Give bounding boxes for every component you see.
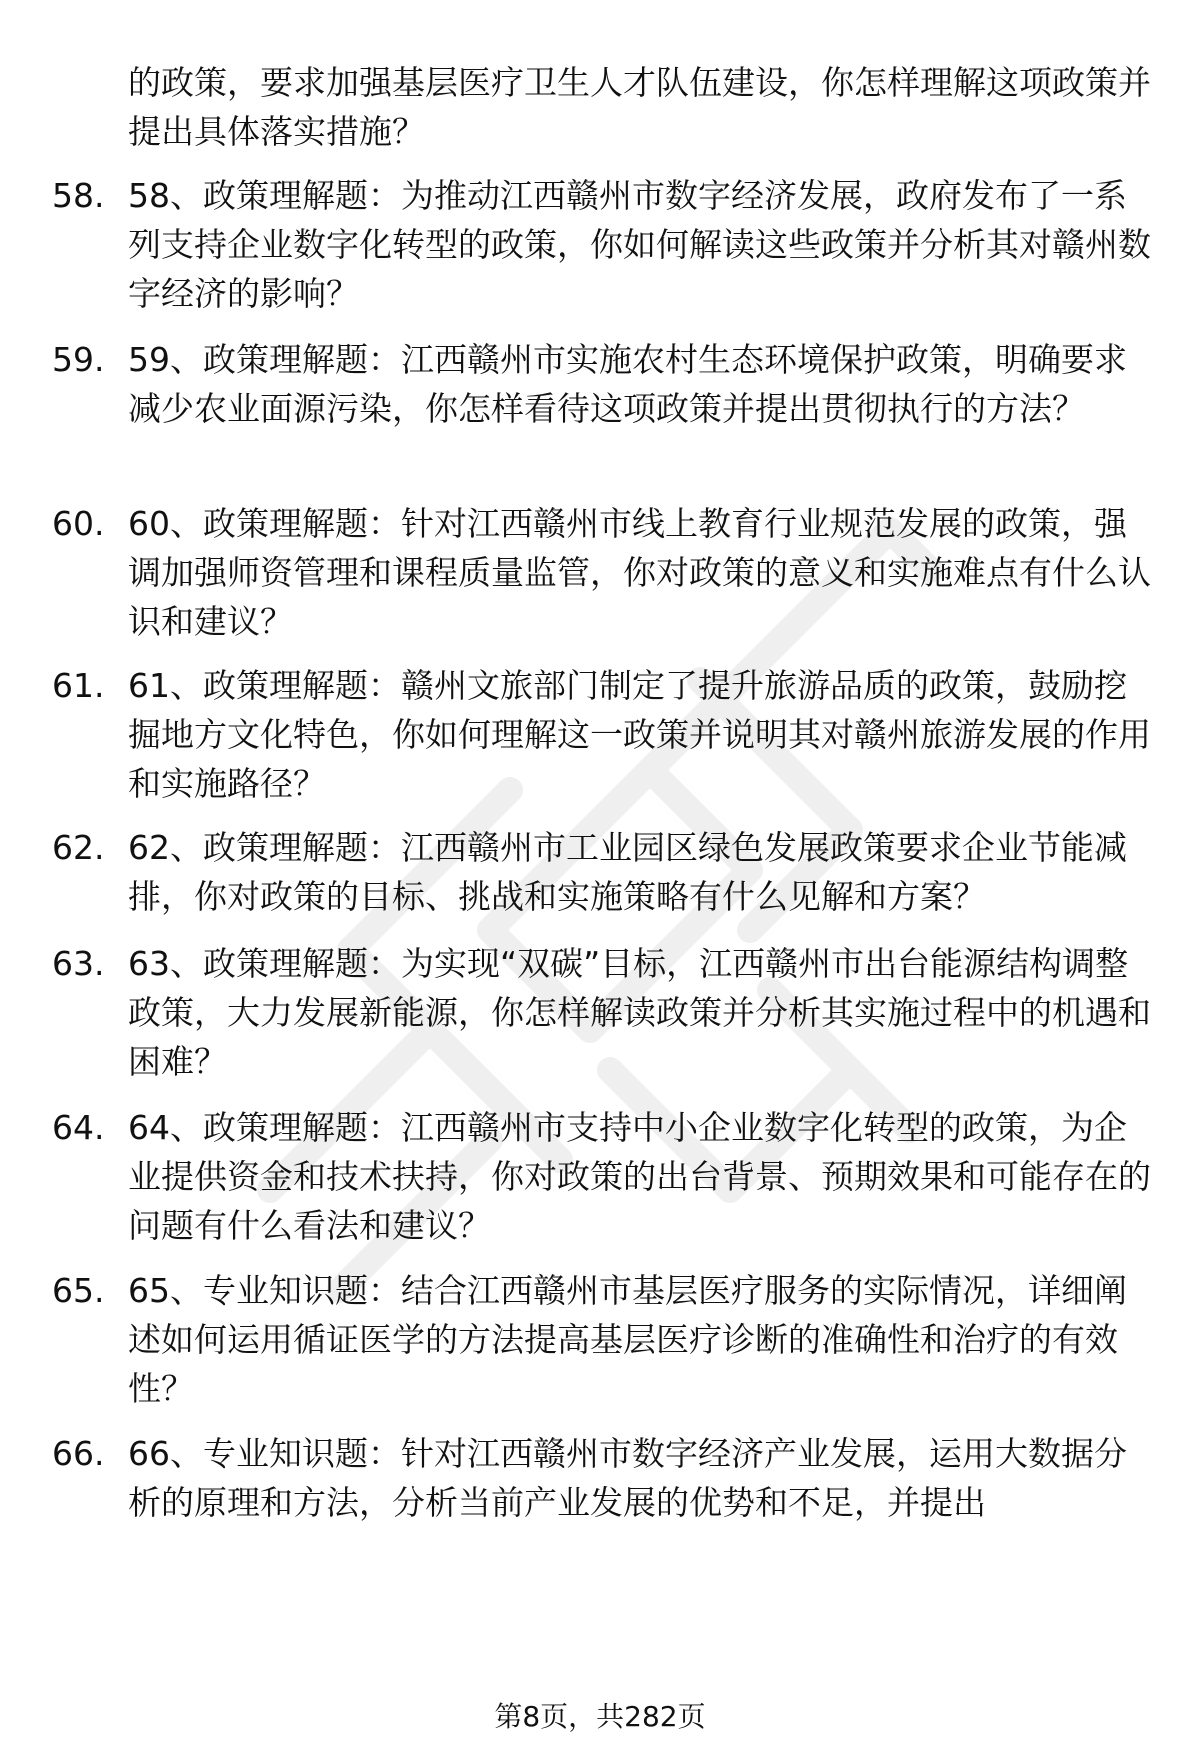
item-number: 61. (52, 666, 105, 705)
item-text: 58、政策理解题：为推动江西赣州市数字经济发展，政府发布了一系列支持企业数字化转型的政策，你如何解读这些政策并分析其对赣州数字经济的影响？ (128, 176, 1151, 313)
item-number: 64. (52, 1108, 105, 1147)
item-number: 65. (52, 1271, 105, 1310)
item-text: 62、政策理解题：江西赣州市工业园区绿色发展政策要求企业节能减排，你对政策的目标、挑战和实施策略有什么见解和方案？ (128, 828, 1127, 916)
item-number: 63. (52, 944, 105, 983)
item-text: 64、政策理解题：江西赣州市支持中小企业数字化转型的政策，为企业提供资金和技术扶持，你对政策的出台背景、预期效果和可能存在的问题有什么看法和建议？ (128, 1108, 1151, 1245)
item-number: 66. (52, 1434, 105, 1473)
item-text: 60、政策理解题：针对江西赣州市线上教育行业规范发展的政策，强调加强师资管理和课程质量监管，你对政策的意义和实施难点有什么认识和建议？ (128, 504, 1151, 641)
item-number: 59. (52, 340, 105, 379)
item-number: 62. (52, 828, 105, 867)
page-footer: 第8页，共282页 (494, 1700, 706, 1733)
item-text: 61、政策理解题：赣州文旅部门制定了提升旅游品质的政策，鼓励挖掘地方文化特色，你如何理解这一政策并说明其对赣州旅游发展的作用和实施路径？ (128, 666, 1151, 803)
item-text: 63、政策理解题：为实现“双碳”目标，江西赣州市出台能源结构调整政策，大力发展新能源，你怎样解读政策并分析其实施过程中的机遇和困难？ (128, 944, 1151, 1081)
item-text: 59、政策理解题：江西赣州市实施农村生态环境保护政策，明确要求减少农业面源污染，你怎样看待这项政策并提出贯彻执行的方法？ (128, 340, 1127, 428)
item-text: 66、专业知识题：针对江西赣州市数字经济产业发展，运用大数据分析的原理和方法，分析当前产业发展的优势和不足，并提出 (128, 1434, 1127, 1522)
item-number: 58. (52, 176, 105, 215)
item-number: 60. (52, 504, 105, 543)
item-text: 65、专业知识题：结合江西赣州市基层医疗服务的实际情况，详细阐述如何运用循证医学的方法提高基层医疗诊断的准确性和治疗的有效性？ (128, 1271, 1127, 1408)
intro-fragment: 的政策，要求加强基层医疗卫生人才队伍建设，你怎样理解这项政策并提出具体落实措施？ (128, 63, 1151, 151)
